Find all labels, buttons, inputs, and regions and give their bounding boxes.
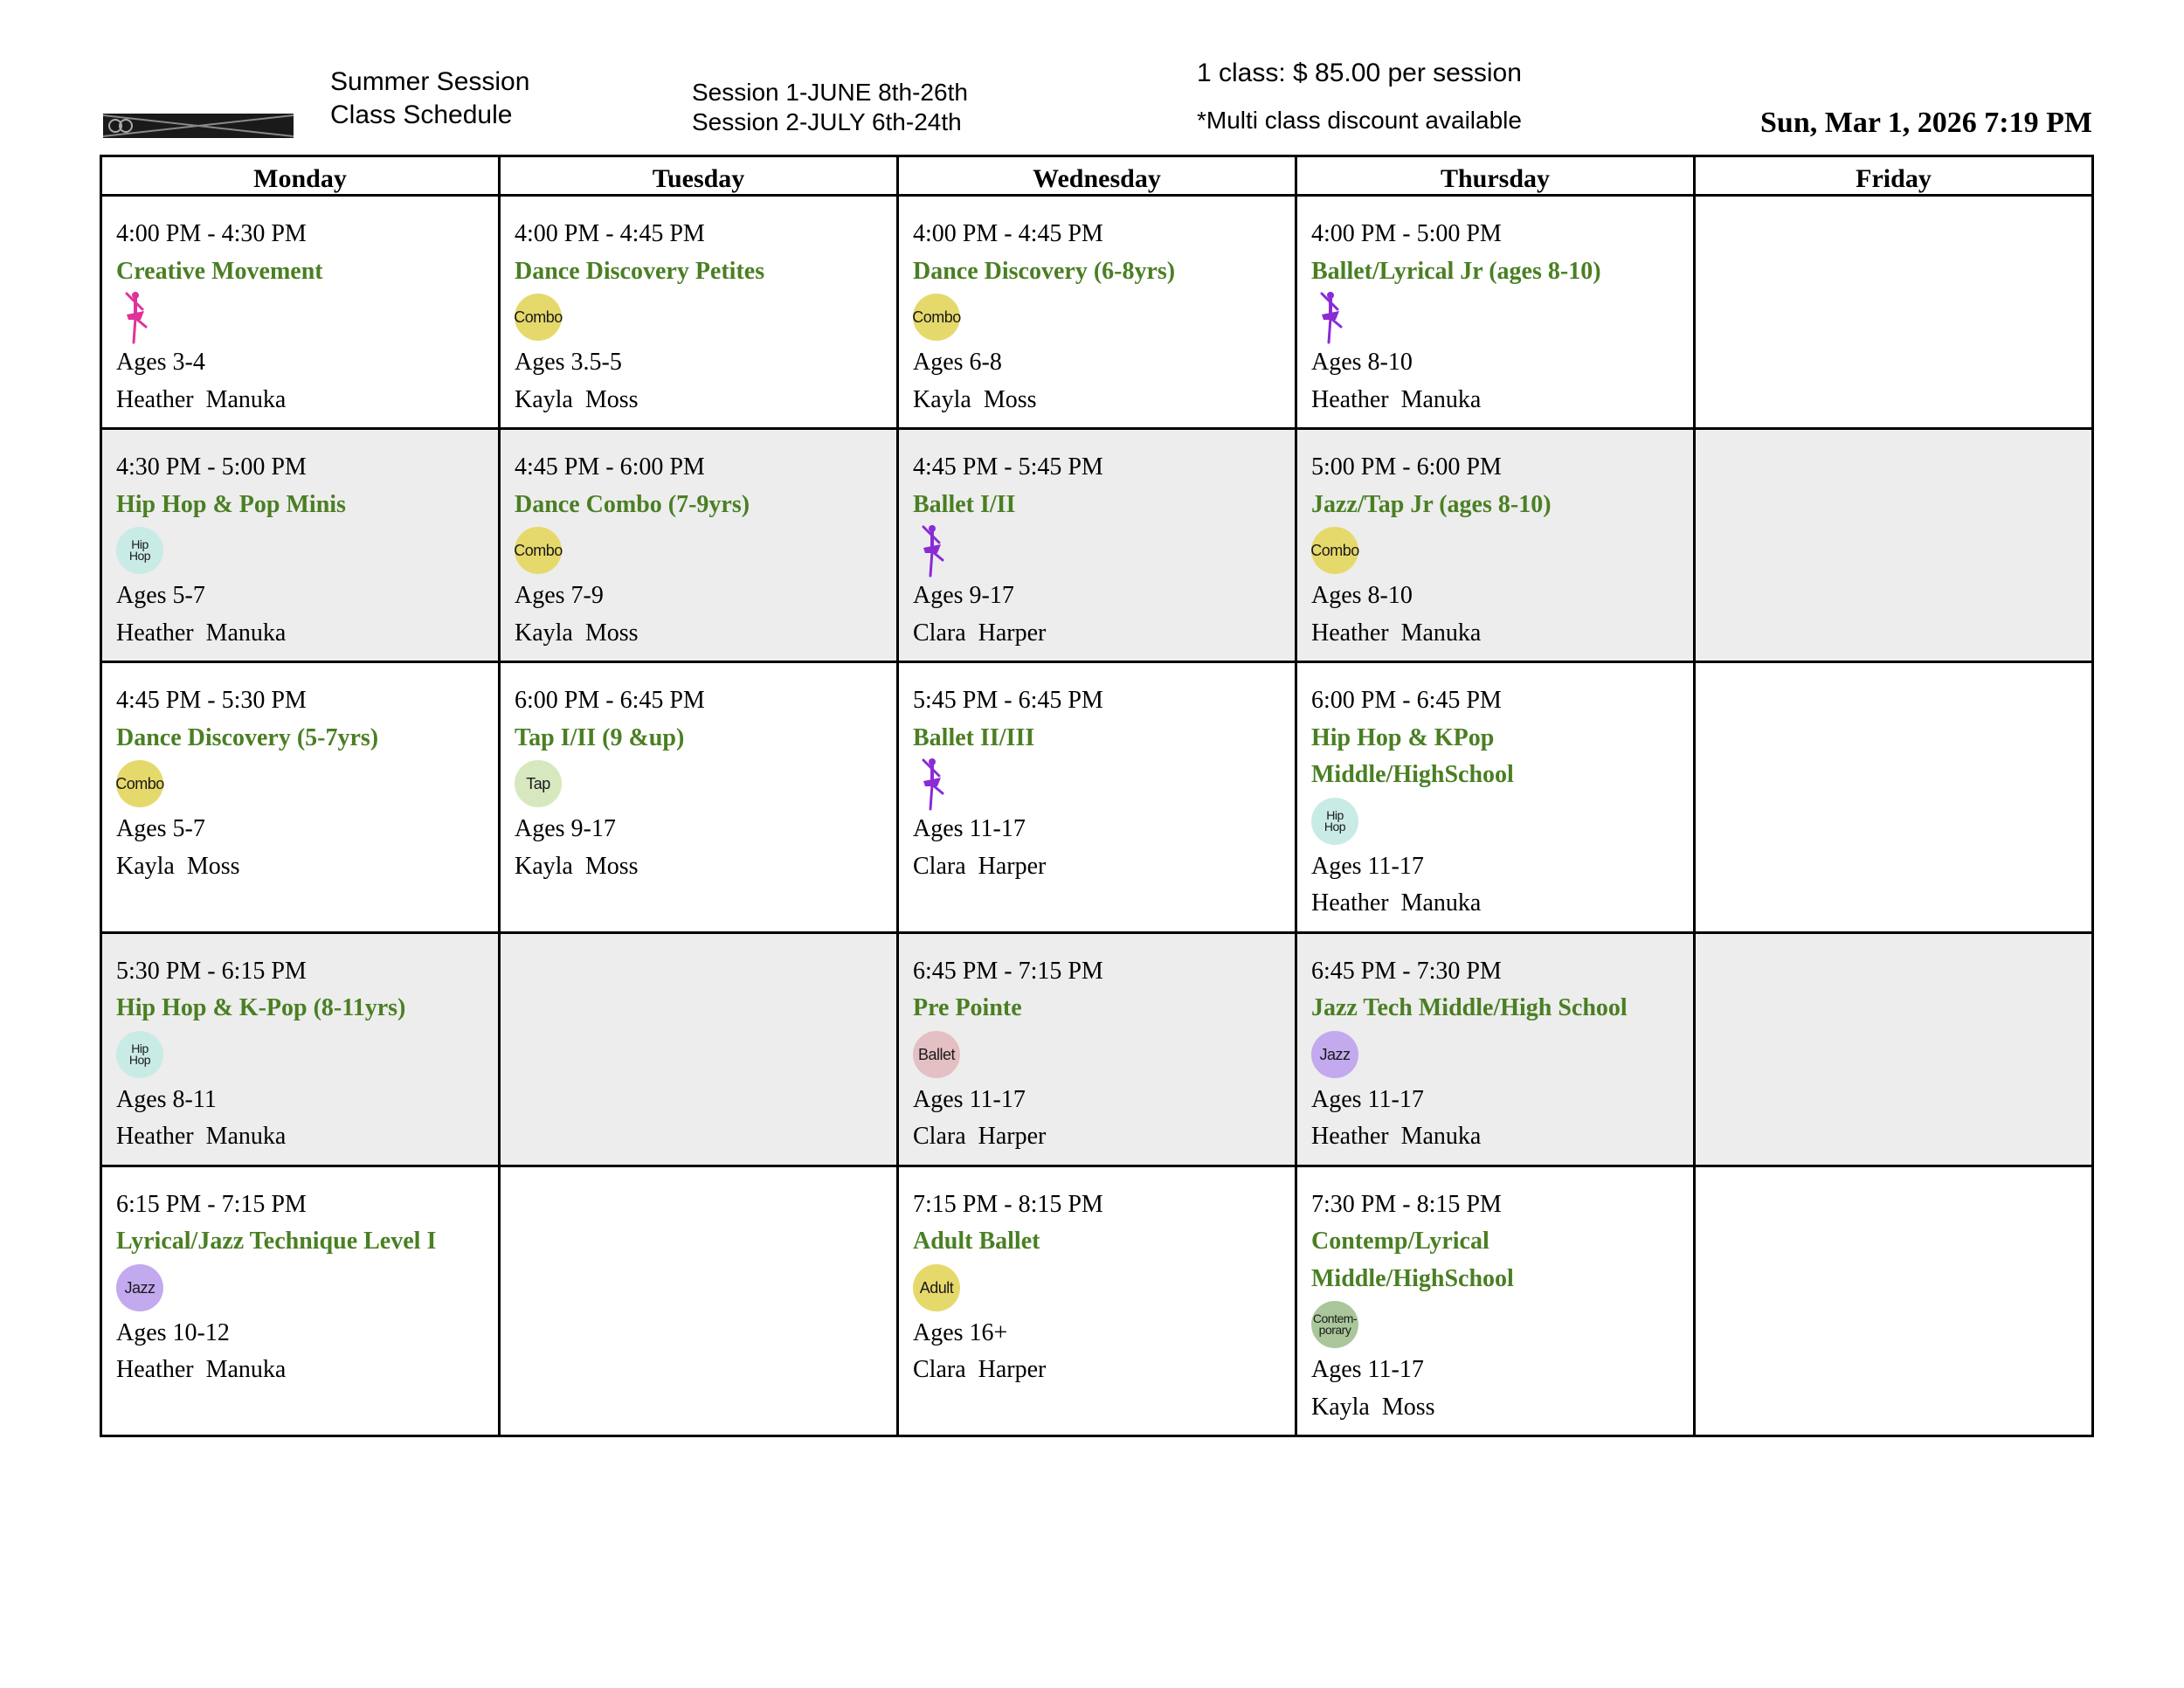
print-datetime: Sun, Mar 1, 2026 7:19 PM: [1760, 107, 2092, 139]
class-name: Jazz/Tap Jr (ages 8-10): [1311, 490, 1552, 518]
combo-icon: Combo: [1311, 527, 1358, 574]
class-name: Dance Discovery (5-7yrs): [116, 723, 379, 751]
class-cell: [101, 1166, 500, 1436]
class-time: 4:00 PM - 4:30 PM: [116, 220, 307, 247]
class-time: 4:00 PM - 4:45 PM: [913, 220, 1103, 247]
combo-icon: Combo: [913, 294, 960, 341]
class-cell: [101, 196, 500, 429]
class-icon-row: [116, 757, 486, 811]
class-time: 7:15 PM - 8:15 PM: [913, 1190, 1103, 1218]
class-icon-row: [116, 1027, 486, 1082]
class-teacher: Kayla Moss: [515, 619, 639, 647]
class-cell: [101, 429, 500, 662]
class-teacher: Heather Manuka: [116, 1356, 287, 1383]
hiphop-icon: Hip Hop: [116, 1031, 163, 1078]
class-cell: [1695, 1166, 2093, 1436]
class-ages: Ages 11-17: [913, 815, 1026, 842]
class-name: Hip Hop & Pop Minis: [116, 490, 346, 518]
class-time: 4:30 PM - 5:00 PM: [116, 453, 307, 481]
contemporary-icon: Contem- porary: [1311, 1301, 1358, 1348]
class-icon-row: [1311, 794, 1681, 848]
class-name: Creative Movement: [116, 257, 323, 285]
class-name: Ballet I/II: [913, 490, 1016, 518]
class-time: 5:30 PM - 6:15 PM: [116, 957, 307, 985]
class-teacher: Clara Harper: [913, 1356, 1047, 1383]
class-cell: [101, 932, 500, 1166]
day-header: Thursday: [1296, 156, 1695, 196]
class-time: 6:45 PM - 7:30 PM: [1311, 957, 1502, 985]
class-icon-row: [1311, 290, 1681, 344]
class-teacher: Clara Harper: [913, 852, 1047, 880]
combo-icon: Combo: [116, 760, 163, 807]
class-name: Lyrical/Jazz Technique Level I: [116, 1228, 437, 1255]
class-time: 6:00 PM - 6:45 PM: [1311, 687, 1502, 714]
class-name: Hip Hop & KPop Middle/HighSchool: [1311, 723, 1514, 788]
class-ages: Ages 9-17: [515, 815, 616, 842]
class-name: Dance Discovery (6-8yrs): [913, 257, 1176, 285]
class-cell: [500, 662, 898, 933]
class-teacher: Heather Manuka: [1311, 1123, 1482, 1150]
ballerina-icon: [913, 523, 948, 578]
class-time: 4:00 PM - 4:45 PM: [515, 220, 705, 247]
class-teacher: Kayla Moss: [913, 385, 1037, 413]
class-time: 6:15 PM - 7:15 PM: [116, 1190, 307, 1218]
ballerina-icon: [1311, 290, 1346, 344]
schedule-row: [101, 1166, 2093, 1436]
class-icon-row: [116, 290, 486, 344]
class-icon-row: [515, 523, 884, 578]
class-teacher: Kayla Moss: [116, 852, 240, 880]
class-cell: [898, 1166, 1296, 1436]
class-name: Dance Discovery Petites: [515, 257, 765, 285]
ballerina-icon: [116, 290, 151, 344]
title-line-1: Summer Session: [330, 67, 530, 96]
ballet-icon: Ballet: [913, 1031, 960, 1078]
class-cell: [500, 1166, 898, 1436]
adult-icon: Adult: [913, 1264, 960, 1311]
class-icon-row: [116, 1261, 486, 1315]
class-teacher: Heather Manuka: [116, 385, 287, 413]
class-ages: Ages 11-17: [1311, 1085, 1424, 1113]
schedule-table: [100, 155, 2094, 1437]
jazz-icon: Jazz: [116, 1264, 163, 1311]
class-ages: Ages 5-7: [116, 815, 205, 842]
class-icon-row: [1311, 523, 1681, 578]
class-name: Tap I/II (9 &up): [515, 723, 685, 751]
class-ages: Ages 16+: [913, 1318, 1008, 1346]
day-header: Monday: [101, 156, 500, 196]
logo-graphic: [103, 114, 294, 138]
class-time: 6:00 PM - 6:45 PM: [515, 687, 705, 714]
class-icon-row: [116, 523, 486, 578]
class-cell: [898, 662, 1296, 933]
class-time: 4:00 PM - 5:00 PM: [1311, 220, 1502, 247]
combo-icon: Combo: [515, 294, 562, 341]
class-time: 5:00 PM - 6:00 PM: [1311, 453, 1502, 481]
class-teacher: Heather Manuka: [1311, 385, 1482, 413]
schedule-row: [101, 662, 2093, 933]
jazz-icon: Jazz: [1311, 1031, 1358, 1078]
hiphop-icon: Hip Hop: [116, 527, 163, 574]
class-icon-row: [913, 757, 1282, 811]
session-2: Session 2-JULY 6th-24th: [692, 108, 962, 135]
ballerina-icon: [913, 757, 948, 811]
class-name: Contemp/Lyrical Middle/HighSchool: [1311, 1228, 1514, 1292]
class-icon-row: [913, 1027, 1282, 1082]
class-cell: [500, 429, 898, 662]
class-ages: Ages 11-17: [1311, 1356, 1424, 1383]
class-ages: Ages 11-17: [913, 1085, 1026, 1113]
price-info: 1 class: $ 85.00 per session: [1197, 59, 1522, 87]
class-time: 6:45 PM - 7:15 PM: [913, 957, 1103, 985]
class-time: 4:45 PM - 5:30 PM: [116, 687, 307, 714]
combo-icon: Combo: [515, 527, 562, 574]
class-cell: [898, 196, 1296, 429]
class-ages: Ages 5-7: [116, 582, 205, 609]
day-header: Tuesday: [500, 156, 898, 196]
class-ages: Ages 8-10: [1311, 349, 1413, 376]
class-name: Hip Hop & K-Pop (8-11yrs): [116, 994, 406, 1021]
class-ages: Ages 8-10: [1311, 582, 1413, 609]
class-icon-row: [913, 523, 1282, 578]
discount-note: *Multi class discount available: [1197, 107, 1522, 134]
class-time: 7:30 PM - 8:15 PM: [1311, 1190, 1502, 1218]
class-ages: Ages 9-17: [913, 582, 1014, 609]
class-icon-row: [1311, 1027, 1681, 1082]
class-icon-row: [1311, 1297, 1681, 1352]
class-name: Jazz Tech Middle/High School: [1311, 994, 1628, 1021]
class-cell: [500, 932, 898, 1166]
class-teacher: Heather Manuka: [116, 1123, 287, 1150]
studio-logo: [103, 114, 294, 138]
class-ages: Ages 11-17: [1311, 852, 1424, 880]
class-cell: [1296, 662, 1695, 933]
class-ages: Ages 6-8: [913, 349, 1002, 376]
class-cell: [1296, 429, 1695, 662]
title-line-2: Class Schedule: [330, 100, 513, 129]
day-header-row: [101, 156, 2093, 196]
schedule-row: [101, 196, 2093, 429]
class-teacher: Kayla Moss: [515, 852, 639, 880]
class-teacher: Heather Manuka: [1311, 619, 1482, 647]
hiphop-icon: Hip Hop: [1311, 798, 1358, 845]
class-name: Dance Combo (7-9yrs): [515, 490, 750, 518]
class-cell: [1695, 196, 2093, 429]
class-icon-row: [913, 290, 1282, 344]
session-1: Session 1-JUNE 8th-26th: [692, 79, 968, 106]
class-teacher: Clara Harper: [913, 619, 1047, 647]
class-time: 4:45 PM - 5:45 PM: [913, 453, 1103, 481]
day-header: Friday: [1695, 156, 2093, 196]
class-name: Ballet II/III: [913, 723, 1035, 751]
class-name: Ballet/Lyrical Jr (ages 8-10): [1311, 257, 1601, 285]
class-name: Pre Pointe: [913, 994, 1022, 1021]
class-cell: [101, 662, 500, 933]
class-icon-row: [515, 757, 884, 811]
class-teacher: Kayla Moss: [515, 385, 639, 413]
day-header: Wednesday: [898, 156, 1296, 196]
class-ages: Ages 10-12: [116, 1318, 230, 1346]
class-name: Adult Ballet: [913, 1228, 1040, 1255]
class-ages: Ages 3.5-5: [515, 349, 622, 376]
class-time: 5:45 PM - 6:45 PM: [913, 687, 1103, 714]
schedule-row: [101, 932, 2093, 1166]
class-teacher: Clara Harper: [913, 1123, 1047, 1150]
class-cell: [1296, 196, 1695, 429]
class-icon-row: [515, 290, 884, 344]
class-cell: [898, 932, 1296, 1166]
tap-icon: Tap: [515, 760, 562, 807]
class-cell: [1695, 429, 2093, 662]
class-cell: [1296, 932, 1695, 1166]
class-time: 4:45 PM - 6:00 PM: [515, 453, 705, 481]
class-cell: [1695, 932, 2093, 1166]
class-teacher: Heather Manuka: [116, 619, 287, 647]
class-cell: [500, 196, 898, 429]
class-ages: Ages 3-4: [116, 349, 205, 376]
class-teacher: Heather Manuka: [1311, 889, 1482, 917]
class-cell: [1695, 662, 2093, 933]
schedule-row: [101, 429, 2093, 662]
class-icon-row: [913, 1261, 1282, 1315]
class-teacher: Kayla Moss: [1311, 1393, 1435, 1421]
class-cell: [898, 429, 1296, 662]
class-ages: Ages 8-11: [116, 1085, 217, 1113]
class-cell: [1296, 1166, 1695, 1436]
class-ages: Ages 7-9: [515, 582, 604, 609]
